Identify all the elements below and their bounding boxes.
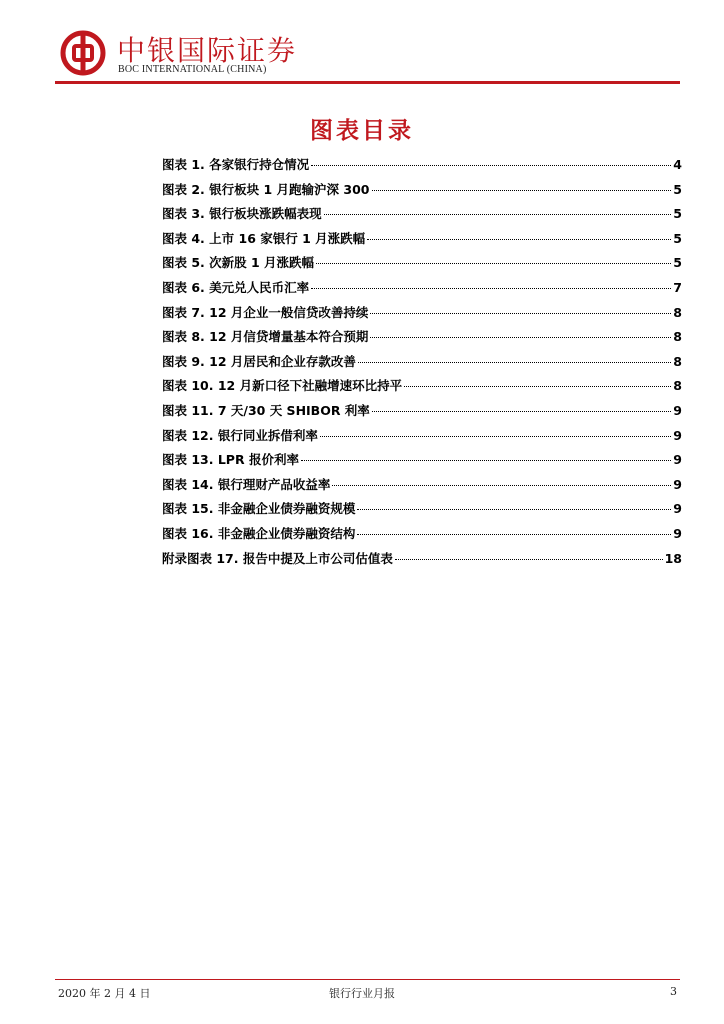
toc-entry[interactable]: [162, 401, 682, 426]
footer-page-number: 3: [670, 985, 677, 998]
toc-entry-page: 5: [673, 255, 682, 271]
toc-leader-dots: [311, 165, 671, 166]
toc-entry-page: 5: [673, 230, 682, 246]
brand-name-chinese: 中银国际证券: [117, 34, 298, 67]
toc-leader-dots: [332, 485, 671, 486]
toc-entry-label: 图表 6. 美元兑人民币汇率: [162, 279, 310, 295]
table-of-figures: [162, 155, 682, 573]
toc-entry-label: 图表 7. 12 月企业一般信贷改善持续: [162, 304, 369, 320]
toc-entry-page: 8: [673, 378, 682, 394]
toc-leader-dots: [358, 362, 671, 363]
toc-entry-label: 图表 14. 银行理财产品收益率: [162, 476, 331, 492]
toc-entry-label: 图表 1. 各家银行持仓情况: [162, 157, 310, 172]
toc-entry-label: 图表 11. 7 天/30 天 SHIBOR 利率: [162, 402, 370, 418]
toc-entry[interactable]: [162, 180, 682, 205]
toc-entry[interactable]: [162, 475, 682, 500]
toc-entry-page: 9: [673, 476, 682, 492]
toc-entry-page: 9: [673, 525, 682, 541]
toc-entry-label: 附录图表 17. 报告中提及上市公司估值表: [162, 550, 393, 566]
toc-entry-page: 18: [664, 550, 682, 566]
toc-entry-page: 8: [673, 353, 682, 369]
toc-entry[interactable]: [162, 376, 682, 401]
toc-entry[interactable]: [162, 524, 682, 549]
toc-leader-dots: [301, 460, 671, 461]
toc-entry-label: 图表 8. 12 月信贷增量基本符合预期: [162, 329, 369, 345]
toc-entry-label: 图表 16. 非金融企业债券融资结构: [162, 525, 356, 541]
toc-entry-page: 8: [673, 329, 682, 345]
toc-leader-dots: [357, 509, 671, 510]
toc-entry[interactable]: [162, 253, 682, 278]
toc-entry[interactable]: [162, 303, 682, 328]
toc-entry[interactable]: [162, 155, 682, 180]
toc-entry[interactable]: [162, 450, 682, 475]
footer-report-type: 银行行业月报: [329, 987, 395, 1000]
toc-entry-page: 9: [673, 501, 682, 517]
toc-entry[interactable]: [162, 278, 682, 303]
toc-leader-dots: [372, 190, 672, 191]
toc-entry-page: 8: [673, 304, 682, 320]
toc-leader-dots: [357, 534, 671, 535]
brand-name-english: BOC INTERNATIONAL (CHINA): [118, 64, 267, 75]
toc-entry-label: 图表 15. 非金融企业债券融资规模: [162, 501, 356, 517]
page-header: [55, 27, 685, 83]
toc-entry-label: 图表 2. 银行板块 1 月跑输沪深 300: [162, 181, 370, 197]
toc-entry-page: 7: [673, 279, 682, 295]
toc-entry[interactable]: [162, 229, 682, 254]
toc-entry[interactable]: [162, 549, 682, 574]
toc-entry-label: 图表 3. 银行板块涨跌幅表现: [162, 206, 322, 222]
toc-leader-dots: [367, 239, 671, 240]
bank-of-china-logo-icon: [60, 30, 106, 76]
toc-entry-page: 9: [673, 452, 682, 468]
toc-entry-label: 图表 9. 12 月居民和企业存款改善: [162, 353, 356, 369]
toc-leader-dots: [324, 214, 672, 215]
toc-entry-page: 5: [673, 181, 682, 197]
toc-entry-label: 图表 12. 银行同业拆借利率: [162, 427, 318, 443]
footer-date: 2020 年 2 月 4 日: [58, 987, 151, 1000]
toc-leader-dots: [316, 263, 671, 264]
toc-entry-label: 图表 4. 上市 16 家银行 1 月涨跌幅: [162, 230, 366, 246]
toc-entry[interactable]: [162, 426, 682, 451]
toc-entry[interactable]: [162, 499, 682, 524]
footer-divider: [55, 979, 680, 980]
toc-entry[interactable]: [162, 327, 682, 352]
header-divider: [55, 81, 680, 84]
toc-entry-page: 5: [673, 206, 682, 222]
toc-entry[interactable]: [162, 204, 682, 229]
toc-entry-page: 4: [673, 157, 682, 172]
toc-title: 图表目录: [310, 118, 414, 144]
toc-leader-dots: [370, 337, 671, 338]
toc-leader-dots: [404, 386, 671, 387]
toc-leader-dots: [370, 313, 671, 314]
toc-entry-label: 图表 13. LPR 报价利率: [162, 452, 299, 468]
toc-entry-label: 图表 10. 12 月新口径下社融增速环比持平: [162, 378, 403, 394]
toc-entry-page: 9: [673, 402, 682, 418]
toc-leader-dots: [395, 559, 663, 560]
toc-leader-dots: [320, 436, 671, 437]
toc-entry-label: 图表 5. 次新股 1 月涨跌幅: [162, 255, 315, 271]
toc-entry[interactable]: [162, 352, 682, 377]
toc-entry-page: 9: [673, 427, 682, 443]
toc-leader-dots: [311, 288, 671, 289]
toc-leader-dots: [372, 411, 671, 412]
